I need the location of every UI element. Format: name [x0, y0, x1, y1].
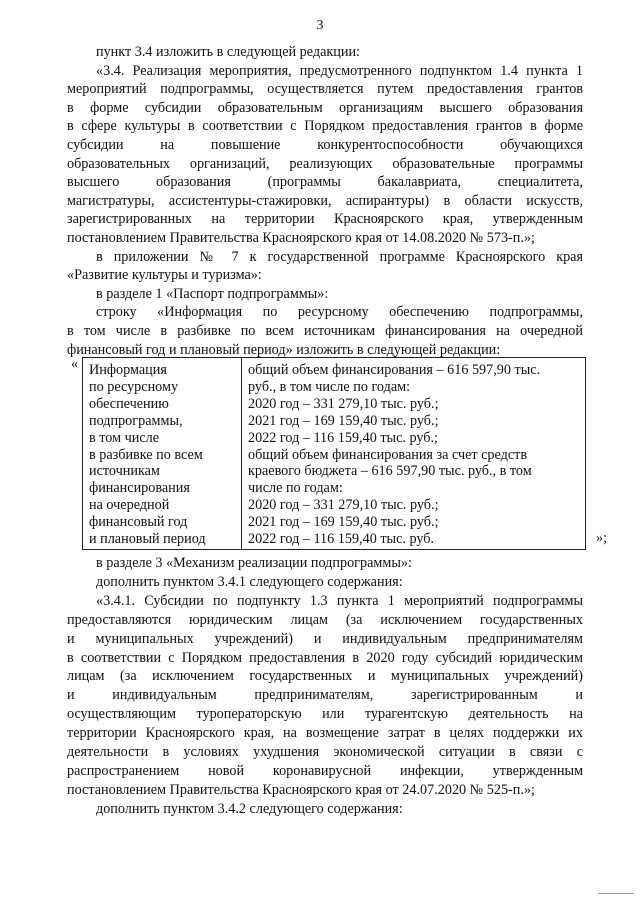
- table-right-line: 2020 год – 331 279,10 тыс. руб.;: [248, 395, 439, 412]
- text-line: постановлением Правительства Красноярского края от 14.08.2020 № 573-п.»;: [67, 230, 535, 246]
- table-right-line: краевого бюджета – 616 597,90 тыс. руб., в том: [248, 463, 532, 480]
- page-number: 3: [316, 18, 324, 33]
- text-line: в разделе 1 «Паспорт подпрограммы»:: [96, 285, 329, 302]
- table-left-line: по ресурсному: [89, 378, 179, 395]
- text-line: магистратуры, ассистентуры-стажировки, аспирантуры) в области искусств,: [67, 192, 583, 209]
- table-left-line: обеспечению: [89, 395, 169, 412]
- text-line: территории Красноярского края, на возмещение затрат в целях поддержки их: [67, 725, 583, 742]
- text-line: «3.4.1. Субсидии по подпункту 1.3 пункта 1 мероприятий подпрограммы: [96, 592, 583, 609]
- text-line: и муниципальных учреждений) и индивидуальным предпринимателям: [67, 630, 583, 647]
- text-line: зарегистрированных на территории Красноярского края, утвержденным: [67, 211, 583, 228]
- text-line: «Развитие культуры и туризма»:: [67, 267, 262, 284]
- text-line: предоставляются юридическим лицам (за исключением государственных: [67, 611, 583, 628]
- text-line: осуществляющим туроператорскую или турагентскую деятельность на: [67, 706, 583, 723]
- table-right-line: 2020 год – 331 279,10 тыс. руб.;: [248, 497, 439, 514]
- table-left-line: на очередной: [89, 497, 170, 514]
- table-right-line: общий объем финансирования – 616 597,90 тыс.: [248, 362, 541, 378]
- table-right-line: общий объем финансирования за счет средств: [248, 446, 528, 463]
- text-line: в форме субсидии образовательным организациям высшего образования: [67, 99, 583, 116]
- table-left-line: финансовый год: [89, 514, 188, 531]
- table-left-line: и плановый период: [89, 531, 206, 547]
- text-line: деятельности в условиях ухудшения экономической ситуации в связи с: [67, 744, 583, 760]
- table-right-line: 2021 год – 169 159,40 тыс. руб.;: [248, 412, 439, 429]
- table-left-line: источникам: [89, 463, 160, 480]
- text-line: в разделе 3 «Механизм реализации подпрограммы»:: [96, 555, 412, 571]
- text-line: субсидии на повышение конкурентоспособности обучающихся: [67, 137, 583, 153]
- table-left-line: Информация: [89, 362, 167, 378]
- text-line: строку «Информация по ресурсному обеспечению подпрограммы,: [96, 304, 583, 321]
- table-left-line: в том числе: [89, 429, 160, 446]
- text-line: образовательных организаций, реализующих образовательные программы: [67, 155, 583, 172]
- table-open-quote: «: [71, 356, 79, 372]
- text-line: финансовый год и плановый период» изложить в следующей редакции:: [67, 341, 501, 358]
- table-left-line: финансирования: [89, 480, 190, 497]
- text-line: пункт 3.4 изложить в следующей редакции:: [96, 44, 360, 60]
- table-left-cell: [83, 358, 242, 549]
- table-right-line: числе по годам:: [248, 480, 343, 497]
- text-line: в приложении № 7 к государственной программе Красноярского края: [96, 248, 583, 265]
- text-line: и индивидуальным предпринимателям, зарегистрированным и: [67, 687, 583, 704]
- text-line: дополнить пунктом 3.4.2 следующего содержания:: [96, 800, 403, 817]
- text-line: высшего образования (программы бакалавриата, специалитета,: [67, 174, 583, 191]
- text-line: постановлением Правительства Красноярского края от 24.07.2020 № 525-п.»;: [67, 781, 535, 798]
- table-right-line: руб., в том числе по годам:: [248, 378, 411, 395]
- text-line: «3.4. Реализация мероприятия, предусмотренного подпунктом 1.4 пункта 1: [96, 62, 583, 79]
- table-right-line: 2022 год – 116 159,40 тыс. руб.: [248, 531, 435, 547]
- table-close-quote: »;: [596, 530, 608, 546]
- table-left-line: в разбивке по всем: [89, 446, 203, 463]
- table-right-line: 2021 год – 169 159,40 тыс. руб.;: [248, 514, 439, 531]
- text-line: в сфере культуры в соответствии с Порядком предоставления грантов в форме: [67, 118, 583, 135]
- scan-mark: [598, 893, 634, 894]
- text-line: в соответствии с Порядком предоставления в 2020 году субсидий юридическим: [67, 649, 583, 666]
- text-line: мероприятий подпрограммы, осуществляется путем предоставления грантов: [67, 81, 583, 98]
- text-line: дополнить пунктом 3.4.1 следующего содержания:: [96, 573, 403, 590]
- text-line: распространением новой коронавирусной инфекции, утвержденным: [67, 762, 583, 779]
- table-left-line: подпрограммы,: [89, 412, 183, 429]
- text-line: в том числе в разбивке по всем источникам финансирования на очередной: [67, 323, 583, 339]
- table-right-line: 2022 год – 116 159,40 тыс. руб.;: [248, 429, 438, 446]
- funding-table: [82, 357, 586, 550]
- text-line: лицам (за исключением государственных и муниципальных учреждений): [67, 668, 583, 685]
